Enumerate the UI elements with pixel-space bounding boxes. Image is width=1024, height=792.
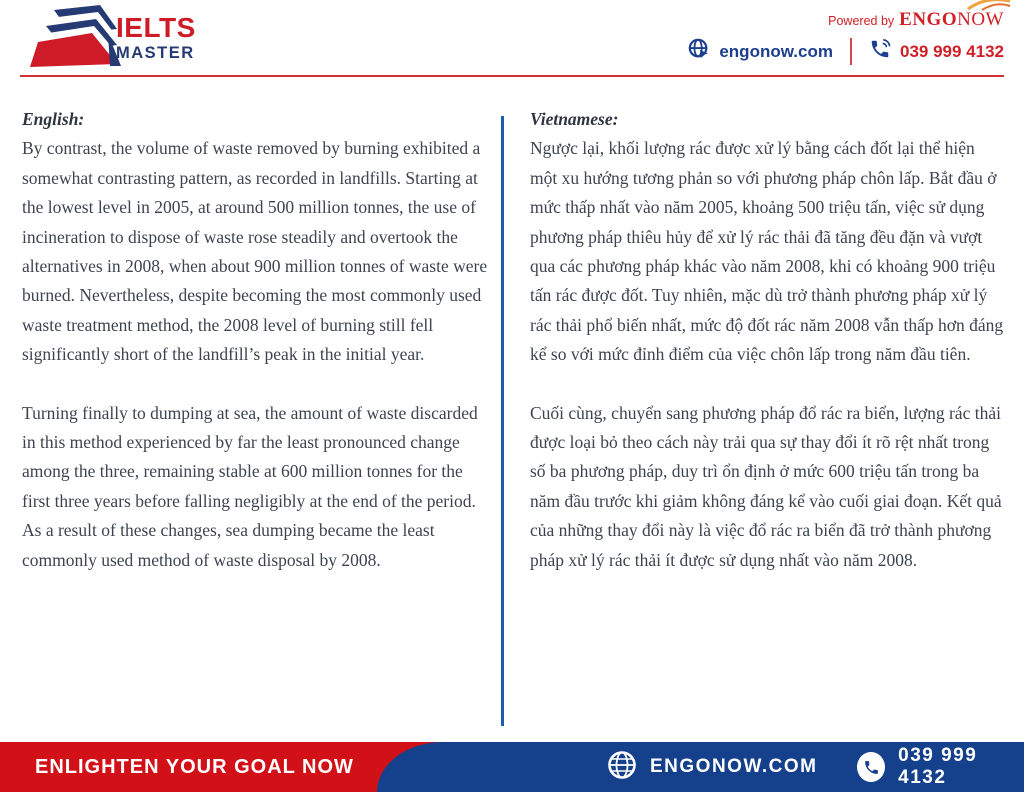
powered-by <box>688 9 1004 31</box>
globe-circle-icon <box>607 750 637 785</box>
vietnamese-paragraph-2: Cuối cùng, chuyển sang phương pháp đổ rác ra biển, lượng rác thải được loại bỏ theo cách này trải qua sự thay đổi ít rõ rệt nhất trong số ba phương pháp, duy trì ổn định ở mức 600 triệu tấn trong ba năm đầu trước khi giảm không đáng kể vào cuối giai đoạn. Kết quả của những thay đổi này là việc đổ rác ra biển đã trở thành phương pháp xử lý rác thải ít được sử dụng nhất vào năm 2008. <box>530 402 1002 570</box>
footer-phone-item[interactable] <box>857 745 1024 789</box>
globe-icon <box>688 38 710 65</box>
footer <box>0 742 1024 792</box>
swoosh-icon <box>966 0 1012 18</box>
ielts-master-logo <box>24 4 196 75</box>
main-content <box>0 100 1024 730</box>
footer-website-link[interactable]: ENGONOW.COM <box>650 756 818 777</box>
contact-divider <box>850 38 852 65</box>
header-website-link[interactable]: engonow.com <box>719 41 833 61</box>
header-divider-rule <box>20 75 1004 77</box>
english-column <box>22 105 492 575</box>
header <box>0 0 1024 76</box>
header-phone-link[interactable]: 039 999 4132 <box>900 41 1004 61</box>
logo-master: MASTER <box>116 44 195 62</box>
logo-ielts: IELTS <box>116 12 196 43</box>
footer-slogan: ENLIGHTEN YOUR GOAL NOW <box>35 755 354 778</box>
footer-phone-link[interactable]: 039 999 4132 <box>898 745 978 788</box>
footer-contact-bar <box>377 742 1024 792</box>
logo-text <box>116 14 196 62</box>
english-heading: English: <box>22 109 85 129</box>
book-stack-icon <box>24 4 124 75</box>
engonow-wordmark: ENGONOW <box>899 9 1004 31</box>
vietnamese-column <box>530 105 1004 575</box>
vietnamese-heading: Vietnamese: <box>530 109 619 129</box>
phone-circle-icon <box>857 752 885 782</box>
footer-website-item[interactable] <box>607 750 817 785</box>
powered-by-label: Powered by <box>828 14 895 28</box>
phone-icon <box>869 38 891 65</box>
header-contact-row <box>688 38 1004 65</box>
vietnamese-paragraph-1: Ngược lại, khối lượng rác được xử lý bằng cách đốt lại thể hiện một xu hướng tương phản so với phương pháp chôn lấp. Bắt đầu ở mức thấp nhất vào năm 2005, khoảng 500 triệu tấn, việc sử dụng phương pháp thiêu hủy để xử lý rác thải đã tăng đều đặn và vượt qua các phương pháp khác vào năm 2008, khi có khoảng 900 triệu tấn rác được đốt. Tuy nhiên, mặc dù trở thành phương pháp xử lý rác thải phổ biến nhất, mức độ đốt rác năm 2008 vẫn thấp hơn đáng kể so với mức đỉnh điểm của việc chôn lấp trong năm đầu tiên. <box>530 138 1004 365</box>
column-divider <box>501 116 504 726</box>
english-paragraph-2: Turning finally to dumping at sea, the amount of waste discarded in this method experienced by far the least pronounced change among the three, remaining stable at 600 million tonnes for the first three years before falling negligibly at the end of the period. As a result of these changes, sea dumping became the least commonly used method of waste disposal by 2008. <box>22 402 478 570</box>
header-right <box>688 9 1004 65</box>
english-paragraph-1: By contrast, the volume of waste removed by burning exhibited a somewhat contrasting pattern, as recorded in landfills. Starting at the lowest level in 2005, at around 500 million tonnes, the use of incineration to dispose of waste rose steadily and overtook the alternatives in 2008, when about 900 million tonnes of waste were burned. Nevertheless, despite becoming the most commonly used waste treatment method, the 2008 level of burning still fell significantly short of the landfill’s peak in the initial year. <box>22 138 488 365</box>
